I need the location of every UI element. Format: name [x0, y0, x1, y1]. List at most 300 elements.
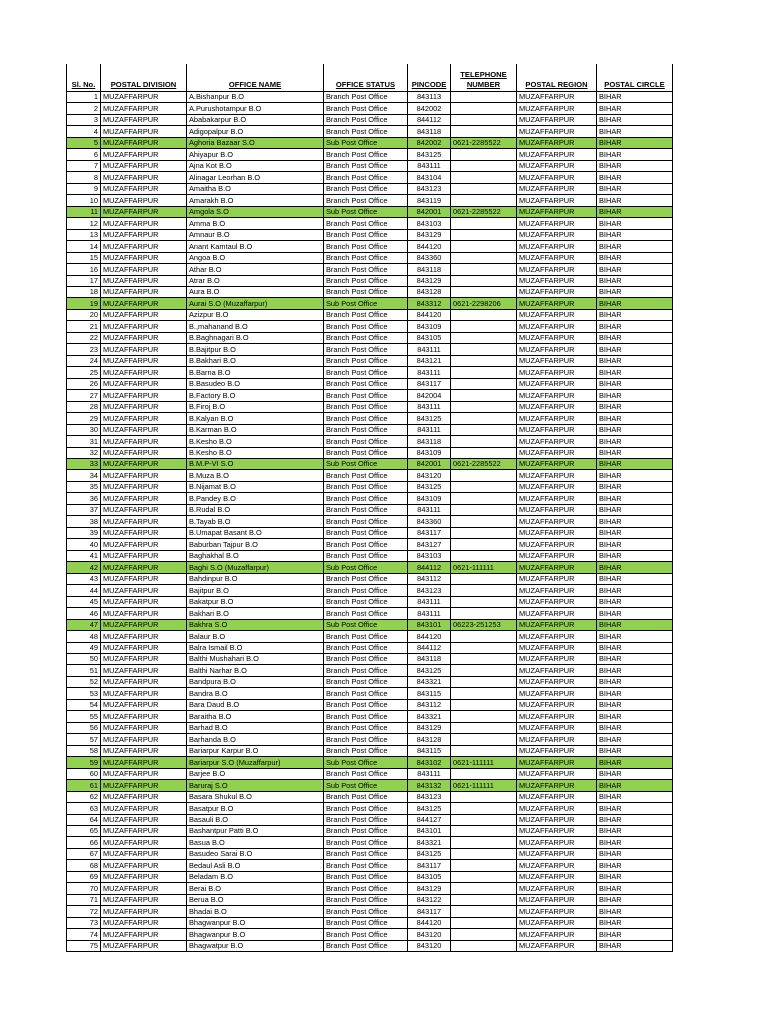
table-row: [67, 264, 673, 275]
cell-postal-circle: BIHAR: [597, 596, 673, 607]
cell-sl-no: 61: [67, 780, 101, 791]
cell-postal-circle: BIHAR: [597, 195, 673, 206]
cell-telephone-number: [451, 436, 517, 447]
cell-office-status: Branch Post Office: [324, 344, 408, 355]
cell-office-status: Branch Post Office: [324, 917, 408, 928]
cell-pincode: 843105: [408, 871, 451, 882]
cell-postal-region: MUZAFFARPUR: [517, 780, 597, 791]
cell-office-name: Amarakh B.O: [187, 195, 324, 206]
cell-sl-no: 48: [67, 631, 101, 642]
cell-office-status: Branch Post Office: [324, 665, 408, 676]
cell-postal-circle: BIHAR: [597, 436, 673, 447]
cell-postal-circle: BIHAR: [597, 114, 673, 125]
cell-pincode: 843129: [408, 722, 451, 733]
cell-postal-division: MUZAFFARPUR: [101, 940, 187, 951]
cell-pincode: 844120: [408, 241, 451, 252]
cell-postal-division: MUZAFFARPUR: [101, 757, 187, 768]
table-row: [67, 114, 673, 125]
cell-postal-division: MUZAFFARPUR: [101, 573, 187, 584]
cell-postal-division: MUZAFFARPUR: [101, 826, 187, 837]
cell-postal-division: MUZAFFARPUR: [101, 481, 187, 492]
cell-postal-division: MUZAFFARPUR: [101, 206, 187, 217]
cell-pincode: 843111: [408, 344, 451, 355]
cell-telephone-number: [451, 344, 517, 355]
cell-sl-no: 29: [67, 413, 101, 424]
cell-pincode: 843123: [408, 183, 451, 194]
cell-office-name: Barjee B.O: [187, 768, 324, 779]
cell-office-status: Sub Post Office: [324, 137, 408, 148]
cell-postal-circle: BIHAR: [597, 218, 673, 229]
cell-postal-region: MUZAFFARPUR: [517, 401, 597, 412]
cell-postal-circle: BIHAR: [597, 757, 673, 768]
cell-telephone-number: [451, 676, 517, 687]
cell-postal-region: MUZAFFARPUR: [517, 860, 597, 871]
cell-office-name: B.Barna B.O: [187, 367, 324, 378]
cell-telephone-number: [451, 550, 517, 561]
cell-postal-circle: BIHAR: [597, 424, 673, 435]
cell-sl-no: 14: [67, 241, 101, 252]
cell-telephone-number: [451, 183, 517, 194]
table-row: [67, 481, 673, 492]
cell-telephone-number: [451, 722, 517, 733]
cell-pincode: 842001: [408, 459, 451, 470]
table-row: [67, 275, 673, 286]
cell-sl-no: 71: [67, 894, 101, 905]
cell-office-name: Bedaul Asli B.O: [187, 860, 324, 871]
cell-office-status: Branch Post Office: [324, 114, 408, 125]
cell-sl-no: 10: [67, 195, 101, 206]
cell-postal-division: MUZAFFARPUR: [101, 619, 187, 630]
cell-office-name: B.Muza B.O: [187, 470, 324, 481]
table-row: [67, 321, 673, 332]
cell-postal-region: MUZAFFARPUR: [517, 516, 597, 527]
cell-postal-circle: BIHAR: [597, 722, 673, 733]
cell-telephone-number: [451, 195, 517, 206]
cell-telephone-number: [451, 172, 517, 183]
cell-postal-region: MUZAFFARPUR: [517, 676, 597, 687]
cell-telephone-number: [451, 493, 517, 504]
cell-postal-circle: BIHAR: [597, 688, 673, 699]
cell-office-status: Branch Post Office: [324, 332, 408, 343]
cell-telephone-number: [451, 103, 517, 114]
table-row: [67, 676, 673, 687]
table-row: [67, 252, 673, 263]
cell-office-status: Branch Post Office: [324, 711, 408, 722]
cell-postal-region: MUZAFFARPUR: [517, 367, 597, 378]
cell-postal-division: MUZAFFARPUR: [101, 344, 187, 355]
cell-office-name: Baraitha B.O: [187, 711, 324, 722]
cell-postal-circle: BIHAR: [597, 585, 673, 596]
cell-pincode: 843111: [408, 768, 451, 779]
cell-office-status: Branch Post Office: [324, 504, 408, 515]
cell-office-status: Branch Post Office: [324, 367, 408, 378]
cell-postal-region: MUZAFFARPUR: [517, 929, 597, 940]
cell-office-status: Sub Post Office: [324, 206, 408, 217]
cell-office-status: Sub Post Office: [324, 619, 408, 630]
cell-telephone-number: [451, 218, 517, 229]
cell-office-status: Branch Post Office: [324, 126, 408, 137]
cell-pincode: 843123: [408, 791, 451, 802]
cell-postal-region: MUZAFFARPUR: [517, 631, 597, 642]
cell-postal-circle: BIHAR: [597, 401, 673, 412]
cell-pincode: 843321: [408, 676, 451, 687]
cell-postal-region: MUZAFFARPUR: [517, 883, 597, 894]
cell-sl-no: 37: [67, 504, 101, 515]
cell-sl-no: 44: [67, 585, 101, 596]
cell-telephone-number: [451, 929, 517, 940]
cell-telephone-number: [451, 906, 517, 917]
cell-pincode: 842002: [408, 103, 451, 114]
cell-postal-region: MUZAFFARPUR: [517, 527, 597, 538]
cell-postal-division: MUZAFFARPUR: [101, 642, 187, 653]
table-row: [67, 367, 673, 378]
cell-pincode: 842001: [408, 206, 451, 217]
cell-telephone-number: [451, 286, 517, 297]
cell-pincode: 844112: [408, 114, 451, 125]
cell-office-name: Anant Kamtaul B.O: [187, 241, 324, 252]
cell-telephone-number: [451, 539, 517, 550]
cell-postal-division: MUZAFFARPUR: [101, 378, 187, 389]
cell-office-name: B.Kalyan B.O: [187, 413, 324, 424]
cell-pincode: 843125: [408, 149, 451, 160]
cell-sl-no: 47: [67, 619, 101, 630]
cell-office-name: Balthi Mushahari B.O: [187, 653, 324, 664]
cell-postal-circle: BIHAR: [597, 126, 673, 137]
cell-postal-division: MUZAFFARPUR: [101, 837, 187, 848]
cell-office-name: Bhadai B.O: [187, 906, 324, 917]
cell-postal-region: MUZAFFARPUR: [517, 264, 597, 275]
cell-postal-division: MUZAFFARPUR: [101, 608, 187, 619]
cell-postal-division: MUZAFFARPUR: [101, 160, 187, 171]
cell-pincode: 843123: [408, 585, 451, 596]
cell-office-name: Barhanda B.O: [187, 734, 324, 745]
cell-office-status: Branch Post Office: [324, 826, 408, 837]
cell-office-name: Basudeo Sarai B.O: [187, 848, 324, 859]
cell-telephone-number: [451, 940, 517, 951]
cell-pincode: 843117: [408, 527, 451, 538]
cell-office-name: Ababakarpur B.O: [187, 114, 324, 125]
cell-office-status: Branch Post Office: [324, 608, 408, 619]
cell-pincode: 843129: [408, 275, 451, 286]
cell-pincode: 844120: [408, 917, 451, 928]
cell-postal-circle: BIHAR: [597, 252, 673, 263]
cell-pincode: 843117: [408, 860, 451, 871]
cell-telephone-number: [451, 160, 517, 171]
cell-sl-no: 64: [67, 814, 101, 825]
cell-sl-no: 50: [67, 653, 101, 664]
cell-postal-region: MUZAFFARPUR: [517, 344, 597, 355]
cell-postal-circle: BIHAR: [597, 745, 673, 756]
table-row: [67, 631, 673, 642]
cell-pincode: 843109: [408, 493, 451, 504]
cell-office-name: Bajitpur B.O: [187, 585, 324, 596]
cell-sl-no: 21: [67, 321, 101, 332]
table-row: [67, 149, 673, 160]
cell-office-name: Bariarpur Karpur B.O: [187, 745, 324, 756]
cell-postal-circle: BIHAR: [597, 355, 673, 366]
table-row: [67, 917, 673, 928]
cell-postal-division: MUZAFFARPUR: [101, 871, 187, 882]
cell-telephone-number: [451, 814, 517, 825]
cell-postal-division: MUZAFFARPUR: [101, 241, 187, 252]
cell-postal-circle: BIHAR: [597, 608, 673, 619]
cell-sl-no: 7: [67, 160, 101, 171]
cell-postal-region: MUZAFFARPUR: [517, 436, 597, 447]
cell-office-name: Balaur B.O: [187, 631, 324, 642]
cell-postal-region: MUZAFFARPUR: [517, 642, 597, 653]
table-row: [67, 837, 673, 848]
cell-office-status: Branch Post Office: [324, 676, 408, 687]
cell-postal-division: MUZAFFARPUR: [101, 699, 187, 710]
cell-office-status: Branch Post Office: [324, 585, 408, 596]
cell-office-name: Adigopalpur B.O: [187, 126, 324, 137]
cell-postal-region: MUZAFFARPUR: [517, 321, 597, 332]
cell-office-name: Baghakhal B.O: [187, 550, 324, 561]
cell-postal-circle: BIHAR: [597, 734, 673, 745]
cell-office-status: Sub Post Office: [324, 757, 408, 768]
cell-postal-division: MUZAFFARPUR: [101, 447, 187, 458]
cell-pincode: 843129: [408, 883, 451, 894]
cell-postal-region: MUZAFFARPUR: [517, 653, 597, 664]
cell-telephone-number: [451, 894, 517, 905]
cell-sl-no: 51: [67, 665, 101, 676]
cell-postal-division: MUZAFFARPUR: [101, 114, 187, 125]
cell-sl-no: 72: [67, 906, 101, 917]
cell-postal-region: MUZAFFARPUR: [517, 573, 597, 584]
cell-office-status: Branch Post Office: [324, 688, 408, 699]
table-row: [67, 768, 673, 779]
cell-office-name: B.Factory B.O: [187, 390, 324, 401]
cell-pincode: 843112: [408, 573, 451, 584]
cell-office-status: Branch Post Office: [324, 929, 408, 940]
cell-office-status: Branch Post Office: [324, 906, 408, 917]
cell-pincode: 843120: [408, 470, 451, 481]
cell-sl-no: 34: [67, 470, 101, 481]
cell-postal-circle: BIHAR: [597, 699, 673, 710]
cell-postal-division: MUZAFFARPUR: [101, 401, 187, 412]
cell-postal-circle: BIHAR: [597, 321, 673, 332]
cell-telephone-number: [451, 653, 517, 664]
cell-office-name: Bakhra S.O: [187, 619, 324, 630]
cell-office-name: Beladam B.O: [187, 871, 324, 882]
header-sl-no: Sl. No.: [67, 64, 101, 92]
cell-postal-division: MUZAFFARPUR: [101, 906, 187, 917]
cell-postal-division: MUZAFFARPUR: [101, 493, 187, 504]
cell-postal-division: MUZAFFARPUR: [101, 917, 187, 928]
cell-office-name: Aurai S.O (Muzaffarpur): [187, 298, 324, 309]
cell-postal-division: MUZAFFARPUR: [101, 424, 187, 435]
cell-postal-division: MUZAFFARPUR: [101, 768, 187, 779]
cell-postal-region: MUZAFFARPUR: [517, 791, 597, 802]
cell-pincode: 843128: [408, 734, 451, 745]
cell-sl-no: 74: [67, 929, 101, 940]
cell-postal-circle: BIHAR: [597, 527, 673, 538]
cell-postal-division: MUZAFFARPUR: [101, 286, 187, 297]
cell-postal-region: MUZAFFARPUR: [517, 757, 597, 768]
cell-postal-region: MUZAFFARPUR: [517, 275, 597, 286]
cell-telephone-number: [451, 390, 517, 401]
cell-office-status: Sub Post Office: [324, 298, 408, 309]
cell-postal-circle: BIHAR: [597, 619, 673, 630]
table-row: [67, 894, 673, 905]
cell-sl-no: 36: [67, 493, 101, 504]
cell-sl-no: 20: [67, 309, 101, 320]
cell-postal-circle: BIHAR: [597, 229, 673, 240]
cell-telephone-number: [451, 803, 517, 814]
cell-sl-no: 11: [67, 206, 101, 217]
table-row: [67, 860, 673, 871]
cell-pincode: 843118: [408, 436, 451, 447]
cell-postal-region: MUZAFFARPUR: [517, 424, 597, 435]
cell-telephone-number: [451, 321, 517, 332]
table-row: [67, 206, 673, 217]
cell-postal-division: MUZAFFARPUR: [101, 413, 187, 424]
cell-postal-division: MUZAFFARPUR: [101, 550, 187, 561]
cell-postal-division: MUZAFFARPUR: [101, 929, 187, 940]
cell-office-name: B.Bajitpur B.O: [187, 344, 324, 355]
cell-postal-region: MUZAFFARPUR: [517, 241, 597, 252]
cell-pincode: 844120: [408, 309, 451, 320]
cell-postal-circle: BIHAR: [597, 665, 673, 676]
cell-office-name: Amnaur B.O: [187, 229, 324, 240]
table-row: [67, 791, 673, 802]
cell-telephone-number: 0621-111111: [451, 757, 517, 768]
table-row: [67, 550, 673, 561]
cell-telephone-number: [451, 665, 517, 676]
cell-postal-region: MUZAFFARPUR: [517, 172, 597, 183]
table-row: [67, 780, 673, 791]
cell-pincode: 844112: [408, 642, 451, 653]
cell-pincode: 843321: [408, 837, 451, 848]
header-office-status: OFFICE STATUS: [324, 64, 408, 92]
cell-office-status: Branch Post Office: [324, 195, 408, 206]
cell-office-status: Branch Post Office: [324, 309, 408, 320]
table-row: [67, 516, 673, 527]
cell-telephone-number: [451, 401, 517, 412]
cell-postal-region: MUZAFFARPUR: [517, 917, 597, 928]
cell-postal-circle: BIHAR: [597, 780, 673, 791]
cell-telephone-number: [451, 596, 517, 607]
cell-postal-region: MUZAFFARPUR: [517, 539, 597, 550]
cell-sl-no: 69: [67, 871, 101, 882]
table-row: [67, 137, 673, 148]
cell-pincode: 843129: [408, 229, 451, 240]
table-row: [67, 470, 673, 481]
table-body: [67, 92, 673, 952]
table-row: [67, 573, 673, 584]
cell-office-status: Branch Post Office: [324, 940, 408, 951]
cell-telephone-number: [451, 504, 517, 515]
cell-postal-circle: BIHAR: [597, 286, 673, 297]
cell-telephone-number: [451, 768, 517, 779]
cell-office-name: Bahdinpur B.O: [187, 573, 324, 584]
cell-postal-division: MUZAFFARPUR: [101, 894, 187, 905]
cell-office-status: Branch Post Office: [324, 321, 408, 332]
cell-office-name: B.Basudeo B.O: [187, 378, 324, 389]
cell-sl-no: 66: [67, 837, 101, 848]
cell-sl-no: 17: [67, 275, 101, 286]
table-row: [67, 229, 673, 240]
cell-pincode: 843118: [408, 264, 451, 275]
cell-office-status: Branch Post Office: [324, 653, 408, 664]
cell-office-name: Amgola S.O: [187, 206, 324, 217]
cell-sl-no: 18: [67, 286, 101, 297]
cell-office-status: Branch Post Office: [324, 860, 408, 871]
cell-postal-division: MUZAFFARPUR: [101, 883, 187, 894]
cell-office-name: Balra Ismail B.O: [187, 642, 324, 653]
cell-postal-circle: BIHAR: [597, 378, 673, 389]
cell-telephone-number: [451, 631, 517, 642]
cell-sl-no: 40: [67, 539, 101, 550]
cell-postal-division: MUZAFFARPUR: [101, 631, 187, 642]
cell-telephone-number: [451, 608, 517, 619]
cell-postal-circle: BIHAR: [597, 332, 673, 343]
cell-office-status: Branch Post Office: [324, 355, 408, 366]
table-row: [67, 195, 673, 206]
cell-postal-region: MUZAFFARPUR: [517, 413, 597, 424]
cell-office-name: Azizpur B.O: [187, 309, 324, 320]
cell-pincode: 843105: [408, 332, 451, 343]
cell-postal-circle: BIHAR: [597, 103, 673, 114]
cell-office-status: Branch Post Office: [324, 814, 408, 825]
cell-postal-circle: BIHAR: [597, 241, 673, 252]
cell-postal-region: MUZAFFARPUR: [517, 493, 597, 504]
cell-office-name: Ajna Kot B.O: [187, 160, 324, 171]
cell-office-status: Branch Post Office: [324, 573, 408, 584]
cell-pincode: 843118: [408, 126, 451, 137]
cell-sl-no: 62: [67, 791, 101, 802]
cell-sl-no: 41: [67, 550, 101, 561]
cell-sl-no: 63: [67, 803, 101, 814]
cell-office-status: Branch Post Office: [324, 481, 408, 492]
cell-office-status: Branch Post Office: [324, 642, 408, 653]
cell-postal-region: MUZAFFARPUR: [517, 160, 597, 171]
header-postal-division: POSTAL DIVISION: [101, 64, 187, 92]
cell-telephone-number: [451, 848, 517, 859]
cell-postal-division: MUZAFFARPUR: [101, 688, 187, 699]
cell-postal-region: MUZAFFARPUR: [517, 470, 597, 481]
cell-postal-region: MUZAFFARPUR: [517, 871, 597, 882]
cell-postal-division: MUZAFFARPUR: [101, 137, 187, 148]
table-row: [67, 413, 673, 424]
cell-office-name: B.Rudal B.O: [187, 504, 324, 515]
cell-pincode: 843111: [408, 160, 451, 171]
cell-postal-division: MUZAFFARPUR: [101, 172, 187, 183]
cell-postal-region: MUZAFFARPUR: [517, 596, 597, 607]
cell-postal-circle: BIHAR: [597, 711, 673, 722]
cell-sl-no: 15: [67, 252, 101, 263]
cell-sl-no: 2: [67, 103, 101, 114]
table-row: [67, 585, 673, 596]
cell-postal-region: MUZAFFARPUR: [517, 114, 597, 125]
cell-pincode: 843118: [408, 653, 451, 664]
cell-office-name: Berai B.O: [187, 883, 324, 894]
cell-postal-circle: BIHAR: [597, 447, 673, 458]
cell-sl-no: 9: [67, 183, 101, 194]
cell-office-status: Branch Post Office: [324, 848, 408, 859]
cell-office-status: Branch Post Office: [324, 894, 408, 905]
cell-postal-circle: BIHAR: [597, 493, 673, 504]
cell-sl-no: 52: [67, 676, 101, 687]
cell-sl-no: 67: [67, 848, 101, 859]
cell-office-name: Alinagar Leorhan B.O: [187, 172, 324, 183]
cell-office-status: Branch Post Office: [324, 413, 408, 424]
table-row: [67, 757, 673, 768]
cell-telephone-number: [451, 883, 517, 894]
cell-pincode: 842002: [408, 137, 451, 148]
cell-office-status: Branch Post Office: [324, 275, 408, 286]
cell-sl-no: 26: [67, 378, 101, 389]
